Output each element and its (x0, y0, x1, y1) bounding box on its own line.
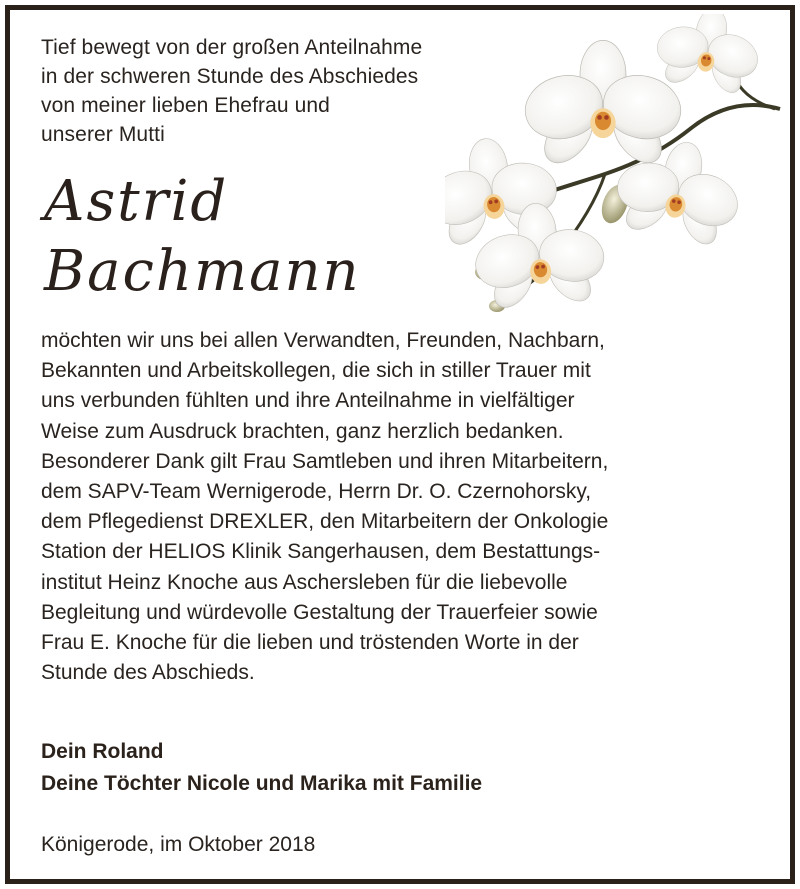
body-line: Station der HELIOS Klinik Sangerhausen, dem Bestattungs- (41, 540, 601, 564)
intro-line: unserer Mutti (41, 123, 165, 146)
intro-line: Tief bewegt von der großen Anteilnahme (41, 36, 423, 59)
body-line: Begleitung und würdevolle Gestaltung der Trauerfeier sowie (41, 600, 598, 624)
body-line: dem SAPV-Team Wernigerode, Herrn Dr. O. Czernohorsky, (41, 480, 592, 504)
body-line: Stunde des Abschieds. (41, 661, 255, 685)
body-line: möchten wir uns bei allen Verwandten, Freunden, Nachbarn, (41, 329, 605, 352)
body-line: Weise zum Ausdruck brachten, ganz herzlich bedanken. (41, 419, 564, 443)
signature-line: Deine Töchter Nicole und Marika mit Familie (41, 772, 483, 795)
signatures (41, 736, 482, 800)
white-orchid-branch-icon (445, 14, 785, 319)
body-line: Besonderer Dank gilt Frau Samtleben und ihren Mitarbeitern, (41, 449, 609, 473)
deceased-last-name: Bachmann (44, 239, 361, 304)
place-date: Königerode, im Oktober 2018 (41, 833, 316, 856)
intro-line: in der schweren Stunde des Abschiedes (41, 65, 419, 88)
body-line: uns verbunden fühlten und ihre Anteilnahme in vielfältiger (41, 389, 575, 413)
signature-line: Dein Roland (41, 740, 164, 763)
body-line: Frau E. Knoche für die lieben und tröstenden Worte in der (41, 631, 579, 655)
intro-line: von meiner lieben Ehefrau und (41, 94, 330, 117)
thank-you-text (41, 326, 781, 688)
body-line: dem Pflegedienst DREXLER, den Mitarbeitern der Onkologie (41, 510, 609, 534)
intro-text (41, 33, 422, 149)
body-line: institut Heinz Knoche aus Aschersleben für die liebevolle (41, 570, 568, 594)
body-line: Bekannten und Arbeitskollegen, die sich in stiller Trauer mit (41, 359, 591, 383)
deceased-first-name: Astrid (44, 169, 229, 234)
